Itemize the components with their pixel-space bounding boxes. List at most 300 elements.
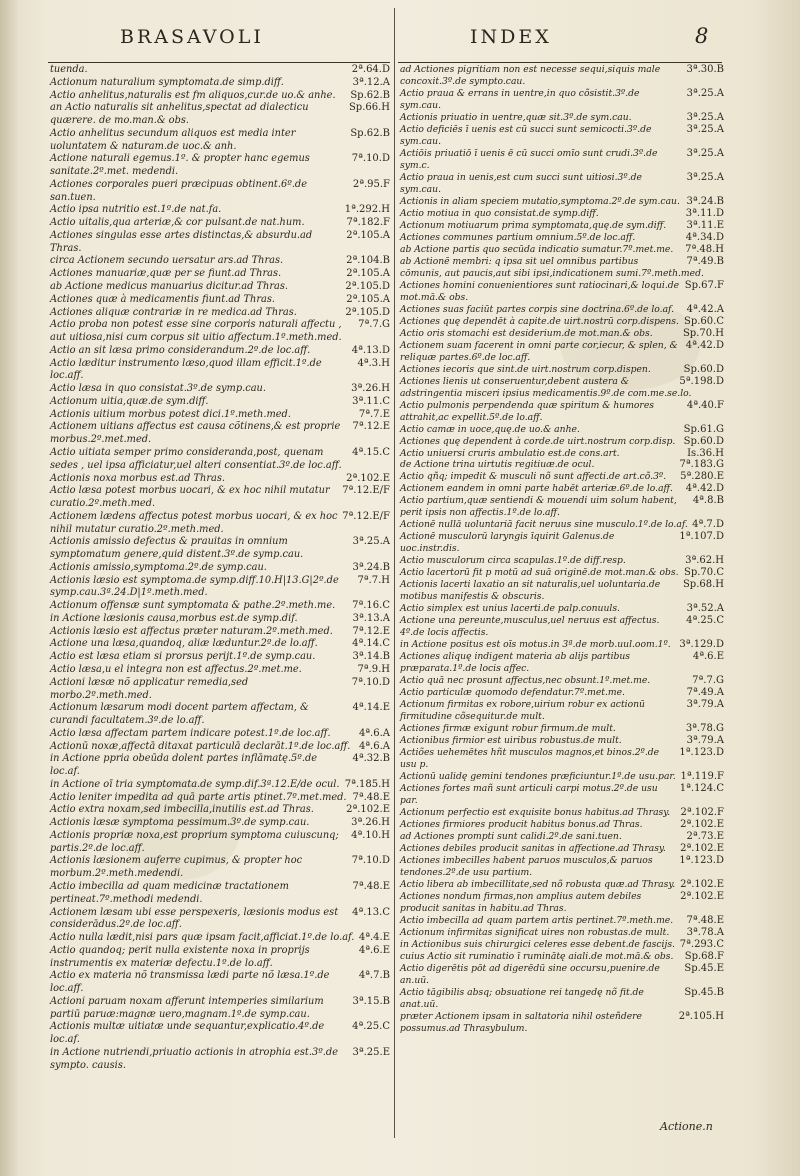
index-entry-text: Actiones corporales pueri præcipuas obtinent.6º.de san.tuen. [50,178,308,203]
index-entry [400,256,724,280]
index-entry [400,807,724,819]
index-entry [400,699,724,723]
index-entry-text: Actio ipsa nutritio est.1º.de nat.fa. [50,204,222,216]
index-entry-text: Actio læsa affectam partem indicare potest.1º.de loc.aff. [50,727,331,739]
index-entry-text: Actiones manuariæ,quæ per se fiunt.ad Thras. [50,268,282,280]
index-entry-text: Actio uniuersi cruris ambulatio est.de cons.art. [400,447,620,459]
index-entry [50,664,390,677]
index-entry-text: Actio læsa,u el integra non est affectus.2º.met.me. [50,663,302,675]
index-entry [400,687,724,699]
index-entry-text: Actiões uehemētes hñt musculos magnos,et binos.2º.de usu p. [400,747,660,771]
index-entry-text: Actiōis priuatiō ī uenis ē cū succi omīo sunt crudi.3º.de sym.c. [400,147,658,171]
index-entry-reference: 3ª.11.E [686,219,724,231]
index-entry-reference: 7ª.7.G [692,675,724,687]
index-entry-text: Actio imbecilla ad quam partem artis pertinet.7º.meth.me. [400,914,674,926]
index-entry-reference: 3ª.11.C [352,395,390,407]
index-entry-reference: 2ª.104.B [346,255,390,267]
index-entry-reference: 3ª.26.H [351,383,390,395]
index-entry-text: Actio leniter impedita ad quā parte artis ptinet.7º.met.med. [50,791,347,803]
index-entry-text: præter Actionem ipsam in saltatoria nihil osteñdere possumus.ad Thrasybulum. [400,1010,642,1034]
index-entry [400,316,724,328]
index-entry-reference: 3ª.11.D [685,207,724,219]
index-entry [50,830,390,856]
index-entry-text: Actio simplex est unius lacerti.de palp.conuuls. [400,603,620,615]
index-entry-text: Actionis propriæ noxa,est proprium symptoma cuiuscunq; partis.2º.de loc.aff. [50,829,339,854]
index-entry-reference: 7ª.293.C [679,938,724,950]
index-entry-reference: Sp.45.B [684,986,724,998]
index-entry-text: Actionem lædens affectus potest morbus uocari, & ex hoc nihil mutatur curatio.2º.meth.med. [50,510,338,535]
index-entry [50,970,390,996]
index-entry-text: an Actio naturalis sit anhelitus,spectat ad dialecticu quærere. de mo.man.& obs. [50,102,309,127]
index-entry [50,307,390,320]
index-entry-text: de Actione trina uirtutis regitiuæ.de ocul. [400,459,595,471]
index-entry-text: ad Actiones pigritiam non est necesse sequi,siquis male concoxit.3º.de sympto.cau. [400,64,661,87]
index-entry-reference: 7ª.49.B [686,255,724,267]
index-entry [400,519,724,531]
index-entry-text: Actio anhelitus,naturalis est fm aliquos,cur.de uo.& anhe. [50,89,336,101]
index-entry [50,996,390,1022]
index-entry-reference: 2ª.102.E [680,878,724,890]
index-entry [400,951,724,963]
index-entry-text: Actionis multæ uitiatæ unde sequantur,explicatio.4º.de loc.af. [50,1021,325,1046]
index-entry [50,907,390,933]
index-entry [50,613,390,626]
index-entry-reference: 3ª.25.A [686,171,724,183]
index-entry [50,932,390,945]
index-entry-reference: 3ª.78.G [685,723,724,735]
index-entry [50,473,390,486]
index-entry [400,675,724,687]
index-entry-reference: 4ª.14.E [352,702,390,714]
index-entry-reference: 7ª.12.E [352,625,390,637]
index-entry [50,409,390,422]
index-entry-text: Actio pulmonis perpendenda quæ spiritum & humores attrahit,ac expellit.5º.de lo.aff. [400,399,654,423]
index-entry [50,626,390,639]
index-entry-reference: 2ª.105.H [678,1010,724,1022]
index-entry [50,536,390,562]
folio-number: 8 [695,24,712,48]
index-entry [50,383,390,396]
index-entry-reference: Sp.70.H [682,327,724,339]
index-entry-reference: 4ª.14.C [352,638,390,650]
index-entry-text: ab Actione medicus manuarius dicitur.ad Thras. [50,281,288,293]
index-entry-reference: 7ª.48.E [352,791,390,803]
index-entry [50,319,390,345]
index-entry-text: ad Actiones prompti sunt calidi.2º.de sani.tuen. [400,831,622,842]
index-entry [50,741,390,754]
index-entry [400,88,724,112]
index-entry [400,855,724,879]
index-entry-reference: 1ª.107.D [679,531,724,543]
index-entry-text: Actio an sit læsa primo considerandum.2º.de loc.aff. [50,344,311,356]
index-entry-reference: 4ª.6.E [692,651,724,663]
index-entry [50,153,390,179]
index-entry [400,376,724,400]
running-head-title: INDEX [470,26,552,48]
index-entry-reference: 4ª.13.C [352,906,390,918]
index-entry [50,677,390,703]
index-entry-reference: 7ª.183.G [679,459,724,471]
index-entry [400,364,724,376]
index-entry-text: Actionis in aliam speciem mutatio,symptoma.2º.de sym.cau. [400,195,680,207]
index-entry [50,447,390,473]
index-entry [50,345,390,358]
index-entry-text: Actio digerētis pōt ad digerēdū sine occursu,puenire.de an.uū. [400,962,660,986]
index-entry [50,855,390,881]
index-entry-reference: 4ª.15.C [352,446,390,458]
index-entry-text: Actio deficiēs ī uenis est cū succi sunt semicocti.3º.de sym.cau. [400,123,652,147]
index-entry-reference: 4ª.42.D [685,483,724,495]
index-entry-text: Actiones singulas esse artes distinctas,& absurdu.ad Thras. [50,229,313,254]
index-entry-reference: 2ª.95.F [352,178,390,190]
index-entry-text: Actiones quę dependēt à capite.de uirt.nostrū corp.dispens. [400,315,679,327]
index-entry-text: Actiones aliquę indigent materia ab alijs partibus præparata.1º.de locis affec. [400,651,631,675]
index-entry-reference: 1ª.292.H [344,204,390,216]
index-entry [50,485,390,511]
index-entry-reference: 7ª.12.E [352,421,390,433]
index-entry [400,448,724,460]
index-entry-text: Actionem eandem in omni parte habēt arteriæ.6º.de lo.aff. [400,483,673,495]
index-entry [400,963,724,987]
index-entry-text: Actiones homini conuenientiores sunt ratiocinari,& loqui.de mot.mā.& obs. [400,279,680,303]
index-entry [50,179,390,205]
index-entry [50,702,390,728]
index-entry-text: Actionem læsam ubi esse perspexeris, læsionis modus est considerādus.2º.de loc.aff. [50,906,339,931]
index-entry-reference: Sp.60.D [683,435,724,447]
index-entry-reference: 7ª.182.F [346,217,390,229]
index-entry-reference: 1ª.124.C [679,783,724,795]
index-entry-reference: 4ª.34.D [685,231,724,243]
index-entry-text: in Actione oī tria symptomata.de symp.dif.3ª.12.E/de ocul. [50,778,340,790]
index-entry-text: Actiones lienis ut conseruentur,debent austera & adstringentia misceri ipsius medicamentis.9º.de com.me.se.lo. [400,375,692,399]
index-entry-reference: 3ª.25.A [686,87,724,99]
index-entry-text: Actiones iecoris que sint.de uirt.nostrum corp.dispen. [400,363,651,375]
index-entry-text: tuenda. [50,64,88,75]
index-entry-text: Actio ex materia nõ transmissa lædi parte nõ læsa.1º.de loc.aff. [50,970,330,995]
index-entry-reference: Sp.68.F [684,950,724,962]
index-entry-reference: 4ª.25.C [352,1021,390,1033]
index-entry [400,987,724,1011]
catchword: Actione.n [660,1120,713,1133]
index-entry [400,603,724,615]
index-entry [400,208,724,220]
index-entry [50,294,390,307]
index-entry-text: Actio musculorum circa scapulas.1º.de diff.resp. [400,555,626,567]
index-entry-reference: 3ª.79.A [686,735,724,747]
index-entry [50,77,390,90]
index-entry [50,255,390,268]
index-entry [50,268,390,281]
index-entry-text: Actiones firmæ exigunt robur firmum.de mult. [400,723,616,735]
index-entry-reference: 4ª.7.D [692,519,724,531]
index-entry [400,651,724,675]
index-entry-reference: Sp.61.G [683,423,724,435]
index-entry-reference: 7ª.48.E [686,914,724,926]
index-entry-reference: 3ª.24.B [352,561,390,573]
index-entry-reference: 2ª.102.F [680,807,724,819]
index-entry-reference: 4ª.6.E [358,944,390,956]
index-entry-text: Actio particulæ quomodo defendatur.7º.met.me. [400,687,625,699]
index-entry-reference: 7ª.12.E/F [342,510,390,522]
index-entry [50,792,390,805]
index-entry-reference: 2ª.102.E [680,842,724,854]
index-entry-reference: 4ª.4.E [358,932,390,944]
index-entry [400,483,724,495]
index-entry-reference: 2ª.73.E [686,831,724,842]
index-entry-text: in Actione ppria obeūda dolent partes inflāmatę.5º.de loc.af. [50,753,318,778]
index-entry [50,64,390,77]
index-entry-text: Actio nulla lædit,nisi pars quæ ipsam facit,afficiat.1º.de lo.af. [50,932,355,944]
index-entry-text: Actio partium,quæ sentiendi & mouendi uim solum habent, perit ipsis non affectis.1º.de lo.aff. [400,495,677,519]
index-entry-reference: Sp.62.B [350,127,390,139]
index-entry-text: Actionum firmitas ex robore,uirium robur ex actionū firmitudine cõsequitur.de mult. [400,699,645,723]
index-entry [400,280,724,304]
index-entry [400,891,724,915]
index-entry-text: Actionum infirmitas significat uires non robustas.de mult. [400,926,670,938]
index-entry [400,579,724,603]
index-entry-text: Actiones aliquæ contrariæ in re medica.ad Thras. [50,306,297,318]
index-column-left [50,64,390,1072]
index-entry [400,531,724,555]
index-entry [400,304,724,316]
index-entry-text: Actiones suas faciūt partes corpis sine doctrina.6º.de lo.af. [400,303,675,315]
index-entry [400,64,724,88]
index-entry [50,204,390,217]
index-entry [400,615,724,639]
index-entry [50,779,390,792]
index-entry-reference: 3ª.26.H [351,817,390,829]
index-entry [400,124,724,148]
index-entry [50,90,390,103]
index-entry-text: Actionū noxæ,affectā ditaxat particulā declarāt.1º.de loc.aff. [50,740,351,752]
index-entry-text: cuius Actio sit ruminatio ī ruminātę aiali.de mot.mā.& obs. [400,950,674,962]
index-entry-reference: 2ª.102.E [680,890,724,902]
column-divider [394,8,395,1138]
index-entry-reference: 2ª.105.D [345,306,390,318]
index-entry-reference: 3ª.25.A [686,111,724,123]
index-entry [50,128,390,154]
index-entry [50,600,390,613]
index-entry-text: Actionis amissio,symptoma.2º.de symp.cau. [50,561,267,573]
index-entry [400,424,724,436]
index-entry [400,927,724,939]
index-entry [50,728,390,741]
index-entry-text: Actione naturali egemus.1º. & propter hanc egemus sanitate.2º.met. medendi. [50,153,310,178]
index-entry-text: Actionum læsarum modi docent partem affectam, & curandi facultatem.3º.de lo.aff. [50,702,309,727]
index-entry [50,881,390,907]
index-entry [400,220,724,232]
index-entry-text: Actionis læsionem auferre cupimus, & propter hoc morbum.2º.meth.medendi. [50,855,303,880]
index-entry-reference: 4ª.40.F [686,399,724,411]
index-entry-reference: 3ª.25.E [352,1046,390,1058]
index-entry-text: Actionis læsio est symptoma.de symp.diff.10.H|13.G|2º.de symp.cau.3ª.24.D|1º.meth.med. [50,574,339,599]
index-entry [50,230,390,256]
index-entry-reference: 2ª.105.D [345,281,390,293]
index-entry-reference: Sp.70.C [684,567,724,579]
index-entry [400,172,724,196]
index-entry-reference: 4ª.3.H [357,357,390,369]
index-entry-text: Actiones debiles producit sanitas in affectione.ad Thrasy. [400,842,666,854]
index-entry [50,358,390,384]
index-entry-reference: 4ª.42.A [686,303,724,315]
index-entry [400,495,724,519]
index-entry [50,281,390,294]
index-entry-text: Actio læditur instrumento læso,quod illam efficit.1º.de loc.aff. [50,357,322,382]
index-entry-reference: Sp.45.E [684,962,724,974]
index-entry [50,817,390,830]
index-entry [400,771,724,783]
index-entry [400,819,724,831]
index-entry [50,753,390,779]
index-entry-reference: 2ª.105.A [346,293,390,305]
index-entry-reference: 3ª.15.B [352,995,390,1007]
index-entry-text: Actio camæ in uoce,quę.de uo.& anhe. [400,423,580,435]
index-entry [400,843,724,855]
index-entry-text: Actionibus firmior est uiribus robustus.de mult. [400,735,622,747]
index-entry-reference: 7ª.12.E/F [342,485,390,497]
index-entry-text: Actio extra noxam,sed imbecilla,inutilis est.ad Thras. [50,804,314,816]
index-entry-reference: 7ª.10.D [351,676,390,688]
index-entry-text: Actionis uitium morbus potest dici.1º.meth.med. [50,408,291,420]
index-entry-text: Actionum offensæ sunt symptomata & pathe.2º.meth.me. [50,600,336,612]
index-entry [400,555,724,567]
index-entry-reference: Sp.60.D [683,363,724,375]
index-entry [50,562,390,575]
index-entry-text: Actionis priuatio in uentre,quæ sit.3º.de sym.cau. [400,111,632,123]
index-entry [400,639,724,651]
index-entry [50,804,390,817]
index-entry-text: Actionis amissio defectus & prauitas in omnium symptomatum genere,quid distent.3º.de symp.cau. [50,536,304,561]
index-entry [400,879,724,891]
index-entry-text: Actio quandoq; perit nulla existente noxa in proprijs instrumentis ex materiæ defectu.1º.de lo.aff. [50,944,310,969]
index-entry-text: Actio est læsa etiam si prorsus perijt.1º.de symp.cau. [50,651,316,663]
index-entry [400,148,724,172]
index-entry-text: ab Actione partis quo secūda indicatio sumatur.7º.met.me. [400,243,674,255]
index-entry-reference: 7ª.7.E [358,408,390,420]
index-entry-text: Actiones fortes mañ sunt articuli carpi motus.2º.de usu par. [400,783,658,807]
index-entry-reference: Sp.60.C [684,315,724,327]
index-entry [50,421,390,447]
index-entry-reference: 4ª.25.C [686,615,724,627]
index-entry-reference: 7ª.7.H [357,574,390,586]
index-entry-reference: 7ª.49.A [686,687,724,699]
index-entry-reference: 7ª.10.D [351,153,390,165]
index-entry-text: Actionis noxa morbus est.ad Thras. [50,472,226,484]
index-entry-reference: 5ª.280.E [680,471,724,483]
index-entry [50,511,390,537]
index-entry-reference: 3ª.25.A [686,147,724,159]
index-entry-reference: 4ª.13.D [351,344,390,356]
index-entry-reference: 3ª.62.H [685,555,724,567]
index-entry-reference: 3ª.52.A [686,603,724,615]
index-entry [400,915,724,927]
index-entry [50,945,390,971]
index-entry [400,244,724,256]
index-entry [50,102,390,128]
index-entry-reference: 4ª.6.A [358,740,390,752]
index-entry [400,112,724,124]
index-entry-reference: 1ª.123.D [679,854,724,866]
index-entry-reference: 2ª.102.E [346,472,390,484]
index-entry-text: Actio læsa in quo consistat.3º.de symp.cau. [50,383,266,395]
index-entry-reference: 7ª.10.D [351,855,390,867]
index-entry-text: Actio uitiata semper primo consideranda,post, quenam sedes , uel ipsa afficiatur,uel alteri consentiat.3º.de loc.aff. [50,446,342,471]
index-entry [400,723,724,735]
index-entry [400,232,724,244]
index-entry-text: Actionum motiuarum prima symptomata,quę.de sym.diff. [400,219,667,231]
index-entry-text: Actione una pereunte,musculus,uel neruus est affectus. 4º.de locis affectis. [400,615,660,639]
index-entry-text: Actio praua & errans in uentre,in quo cõsistit.3º.de sym.cau. [400,87,640,111]
running-head [0,26,800,56]
index-entry-text: Actio uitalis,qua arteriæ,& cor pulsant.de nat.hum. [50,217,305,229]
index-entry [50,217,390,230]
index-entry-text: Actio lacertorū fit p motū ad suā originē.de mot.man.& obs. [400,567,679,579]
index-entry [400,400,724,424]
index-entry-reference: 2ª.102.E [680,819,724,831]
index-entry-text: Actionum uitia,quæ.de sym.diff. [50,395,209,407]
index-entry-reference: Sp.67.F [684,279,724,291]
index-entry-text: in Actione positus est oīs motus.in 3ª.de morb.uul.oom.1º. [400,639,671,651]
index-entry [400,831,724,843]
index-entry [400,340,724,364]
index-entry [400,939,724,951]
index-entry [400,735,724,747]
index-entry-text: Actioni paruam noxam afferunt intemperies similarium partiū paruæ:magnæ uero,magnam.1º.de symp.cau. [50,995,324,1020]
index-entry-text: Actiones quę dependent à corde.de uirt.nostrum corp.disp. [400,435,676,447]
header-rule-right [398,62,722,63]
index-entry-reference: 4ª.42.D [685,339,724,351]
index-entry-reference: 2ª.64.D [351,64,390,75]
index-entry-text: Actio imbecilla ad quam medicinæ tractationem pertineat.7º.methodi medendi. [50,881,289,905]
index-entry-reference: 7ª.185.H [344,778,390,790]
index-entry [50,396,390,409]
index-entry [400,1011,724,1035]
index-entry-text: Actio oris stomachi est desiderium.de mot.man.& obs. [400,327,653,339]
index-entry-reference: 3ª.25.A [686,123,724,135]
index-entry-reference: 1ª.123.D [679,747,724,759]
header-rule-left [48,62,390,63]
index-entry-text: ab Actionē membri: q ipsa sit uel omnibus partibus cōmunis, aut paucis,aut sibi ipsi,indicationem sumi.7º.meth.med. [400,255,704,279]
index-entry-text: Actio qñq; impedit & musculi nõ sunt affecti.de art.cõ.3º. [400,471,667,483]
index-entry-reference: Sp.66.H [348,102,390,114]
index-entry-reference: 3ª.12.A [352,76,390,88]
index-entry-text: Actionum naturalium symptomata.de simp.diff. [50,76,284,88]
index-entry-reference: 4ª.8.B [692,495,724,507]
index-entry-text: Actio motiua in quo consistat.de symp.diff. [400,207,599,219]
index-entry [400,471,724,483]
index-entry-text: Actiones firmiores producit habitus bonus.ad Thras. [400,819,643,831]
index-entry-text: Actionem suam facerent in omni parte cor,iecur, & splen, & reliquæ partes.6º.de loc.aff. [400,339,678,363]
index-entry-reference: 3ª.24.B [686,195,724,207]
index-entry-text: in Actione nutriendi,priuatio actionis in atrophia est.3º.de sympto. causis. [50,1046,338,1071]
index-entry-reference: 3ª.13.A [352,612,390,624]
index-entry [400,747,724,771]
index-entry-text: Actione una læsa,quandoq, aliæ læduntur.2º.de lo.aff. [50,638,318,650]
index-entry-text: Actiones communes partium omnium.5º.de loc.aff. [400,231,636,243]
index-entry-reference: 7ª.48.E [352,881,390,892]
index-entry-text: Actio anhelitus secundum aliquos est media inter uoluntatem & naturam.de uoc.& anh. [50,127,296,152]
index-entry-text: Actionū ualidę gemini tendones præficiuntur.1º.de usu.par. [400,771,676,783]
index-entry-reference: Sp.68.H [682,579,724,591]
index-entry [50,1047,390,1073]
index-entry-reference: 4ª.32.B [352,753,390,765]
index-entry-text: in Actione læsionis causa,morbus est.de symp.dif. [50,612,298,624]
index-entry-text: Actio libera ab imbecillitate,sed nõ robusta quæ.ad Thrasy. [400,878,676,890]
index-entry [400,436,724,448]
index-entry-text: Actionis lacerti laxatio an sit naturalis,uel uoluntaria.de motibus manifestis & obscuris. [400,579,661,603]
index-entry-reference: 1ª.119.F [680,771,724,783]
index-entry-text: Actionē musculorū laryngis īquirit Galenus.de uoc.instr.dis. [400,531,615,555]
